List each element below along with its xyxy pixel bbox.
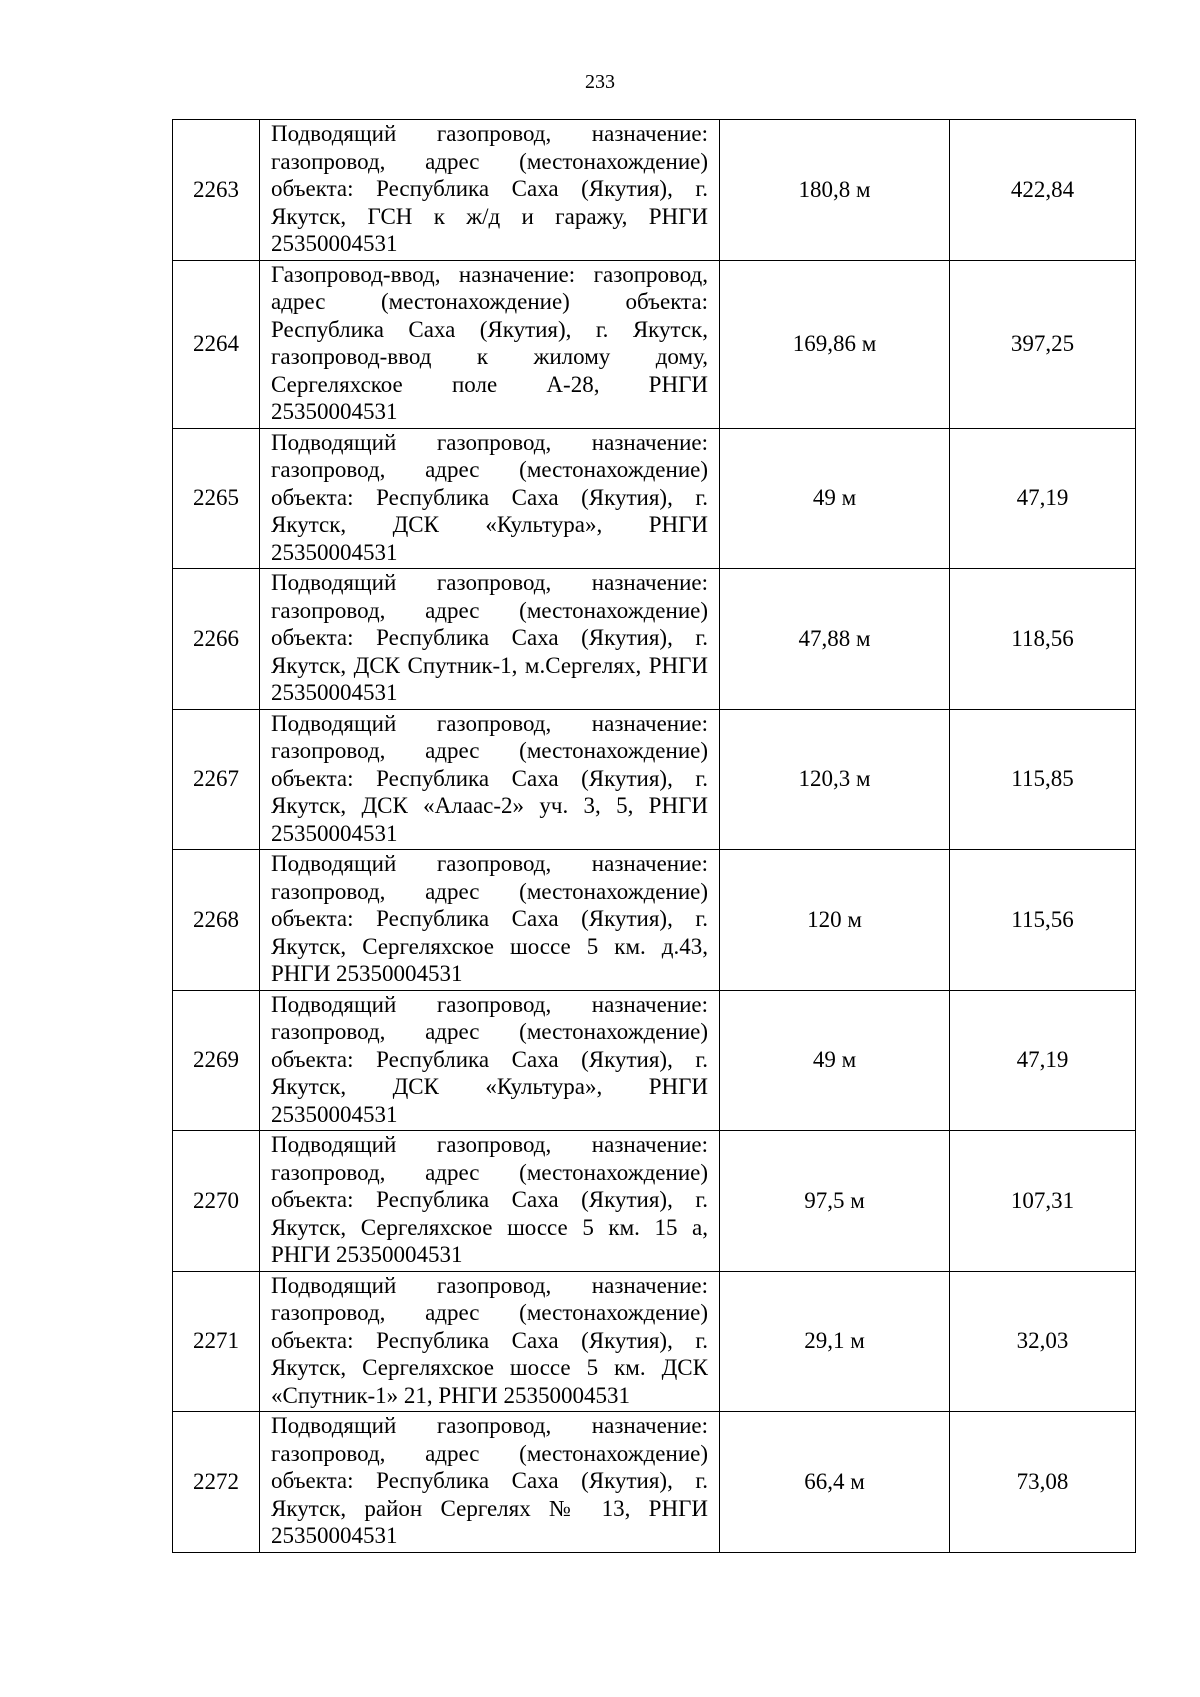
object-value: 47,19 bbox=[950, 428, 1136, 569]
row-number: 2270 bbox=[173, 1131, 260, 1272]
description-text: Подводящий газопровод, назначение: газопровод, адрес (местонахождение) объекта: Республика Саха (Якутия), г. Якутск, район Сергелях № 13, РНГИ 25350004531 bbox=[271, 1413, 708, 1549]
object-description bbox=[260, 260, 720, 428]
object-value: 422,84 bbox=[950, 120, 1136, 261]
row-number: 2268 bbox=[173, 850, 260, 991]
row-number: 2266 bbox=[173, 569, 260, 710]
row-number: 2269 bbox=[173, 990, 260, 1131]
row-number: 2265 bbox=[173, 428, 260, 569]
object-description bbox=[260, 1131, 720, 1272]
description-text: Подводящий газопровод, назначение: газопровод, адрес (местонахождение) объекта: Республика Саха (Якутия), г. Якутск, ДСК «Культура», РНГИ 25350004531 bbox=[271, 991, 708, 1127]
object-length: 49 м bbox=[720, 990, 950, 1131]
table-row bbox=[173, 260, 1136, 428]
description-text: Подводящий газопровод, назначение: газопровод, адрес (местонахождение) объекта: Республика Саха (Якутия), г. Якутск, ДСК «Алаас-2» уч. 3, 5, РНГИ 25350004531 bbox=[271, 710, 708, 846]
object-value: 107,31 bbox=[950, 1131, 1136, 1272]
table-row bbox=[173, 990, 1136, 1131]
object-value: 115,85 bbox=[950, 709, 1136, 850]
row-number: 2271 bbox=[173, 1271, 260, 1412]
property-registry-table bbox=[172, 119, 1136, 1553]
table-row bbox=[173, 1412, 1136, 1553]
object-length: 49 м bbox=[720, 428, 950, 569]
object-value: 397,25 bbox=[950, 260, 1136, 428]
table-row bbox=[173, 1271, 1136, 1412]
object-value: 32,03 bbox=[950, 1271, 1136, 1412]
description-text: Подводящий газопровод, назначение: газопровод, адрес (местонахождение) объекта: Республика Саха (Якутия), г. Якутск, ГСН к ж/д и гаражу, РНГИ 25350004531 bbox=[271, 121, 708, 257]
table-row bbox=[173, 709, 1136, 850]
object-description bbox=[260, 850, 720, 991]
object-value: 73,08 bbox=[950, 1412, 1136, 1553]
description-text: Подводящий газопровод, назначение: газопровод, адрес (местонахождение) объекта: Республика Саха (Якутия), г. Якутск, ДСК «Культура», РНГИ 25350004531 bbox=[271, 429, 708, 565]
table-row bbox=[173, 569, 1136, 710]
description-text: Подводящий газопровод, назначение: газопровод, адрес (местонахождение) объекта: Республика Саха (Якутия), г. Якутск, Сергеляхское шоссе 5 км. ДСК «Спутник-1» 21, РНГИ 25350004531 bbox=[271, 1272, 708, 1408]
description-text: Подводящий газопровод, назначение: газопровод, адрес (местонахождение) объекта: Республика Саха (Якутия), г. Якутск, Сергеляхское шоссе 5 км. д.43, РНГИ 25350004531 bbox=[271, 851, 708, 987]
object-length: 47,88 м bbox=[720, 569, 950, 710]
object-length: 120 м bbox=[720, 850, 950, 991]
description-text: Подводящий газопровод, назначение: газопровод, адрес (местонахождение) объекта: Республика Саха (Якутия), г. Якутск, Сергеляхское шоссе 5 км. 15 а, РНГИ 25350004531 bbox=[271, 1132, 708, 1268]
row-number: 2267 bbox=[173, 709, 260, 850]
object-description bbox=[260, 1412, 720, 1553]
row-number: 2264 bbox=[173, 260, 260, 428]
object-length: 66,4 м bbox=[720, 1412, 950, 1553]
table-row bbox=[173, 428, 1136, 569]
object-description bbox=[260, 709, 720, 850]
object-length: 97,5 м bbox=[720, 1131, 950, 1272]
object-length: 120,3 м bbox=[720, 709, 950, 850]
description-text: Газопровод-ввод, назначение: газопровод, адрес (местонахождение) объекта: Республика Саха (Якутия), г. Якутск, газопровод-ввод к жилому дому, Сергеляхское поле А-28, РНГИ 25350004531 bbox=[271, 261, 708, 425]
object-value: 115,56 bbox=[950, 850, 1136, 991]
object-description bbox=[260, 569, 720, 710]
page-number: 233 bbox=[585, 71, 615, 93]
object-description bbox=[260, 990, 720, 1131]
table-row bbox=[173, 1131, 1136, 1272]
row-number: 2263 bbox=[173, 120, 260, 261]
description-text: Подводящий газопровод, назначение: газопровод, адрес (местонахождение) объекта: Республика Саха (Якутия), г. Якутск, ДСК Спутник-1, м.Сергелях, РНГИ 25350004531 bbox=[271, 570, 708, 706]
object-length: 29,1 м bbox=[720, 1271, 950, 1412]
row-number: 2272 bbox=[173, 1412, 260, 1553]
object-value: 118,56 bbox=[950, 569, 1136, 710]
object-description bbox=[260, 428, 720, 569]
object-length: 180,8 м bbox=[720, 120, 950, 261]
object-length: 169,86 м bbox=[720, 260, 950, 428]
object-value: 47,19 bbox=[950, 990, 1136, 1131]
object-description bbox=[260, 120, 720, 261]
table-row bbox=[173, 850, 1136, 991]
table-row bbox=[173, 120, 1136, 261]
object-description bbox=[260, 1271, 720, 1412]
